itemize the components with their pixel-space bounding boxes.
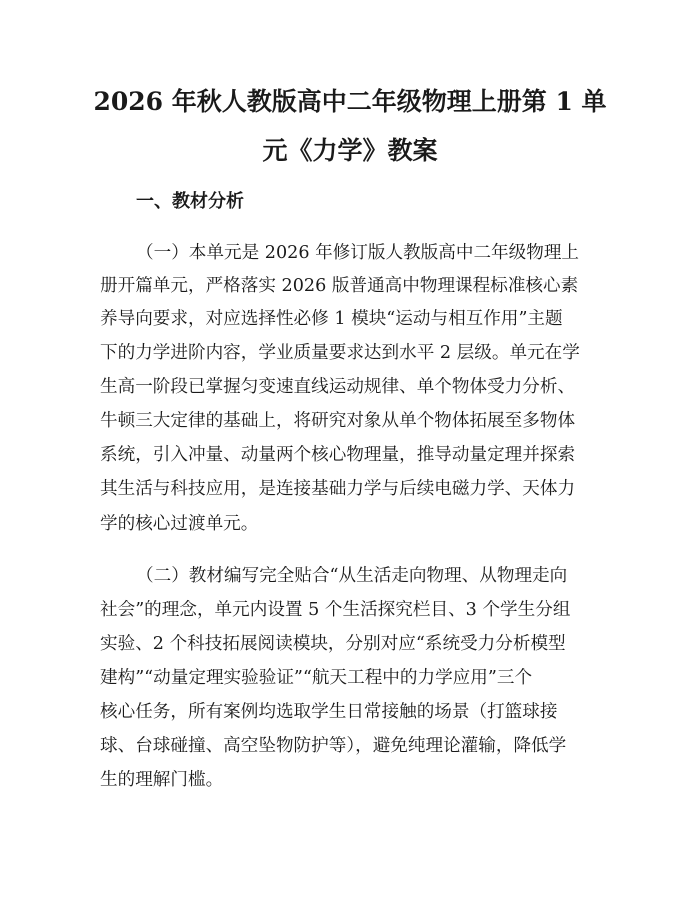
document-title-line-2: 元《力学》教案	[262, 136, 438, 165]
paragraph-line: 系统，引入冲量、动量两个核心物理量，推导动量定理并探索	[100, 445, 576, 465]
paragraph-line: 生高一阶段已掌握匀变速直线运动规律、单个物体受力分析、	[100, 377, 576, 397]
paragraph-line: 球、台球碰撞、高空坠物防护等），避免纯理论灌输，降低学	[100, 736, 567, 756]
paragraph-line: 实验、2 个科技拓展阅读模块，分别对应“系统受力分析模型	[100, 634, 566, 654]
paragraph-line: 社会”的理念，单元内设置 5 个生活探究栏目、3 个学生分组	[100, 600, 571, 620]
document-title-line-1: 2026 年秋人教版高中二年级物理上册第 1 单	[93, 87, 607, 116]
paragraph-line: 下的力学进阶内容，学业质量要求达到水平 2 层级。单元在学	[100, 343, 580, 363]
paragraph-line: 养导向要求，对应选择性必修 1 模块“运动与相互作用”主题	[100, 309, 563, 329]
paragraph-line: （二）教材编写完全贴合“从生活走向物理、从物理走向	[136, 566, 568, 586]
paragraph-line: 其生活与科技应用，是连接基础力学与后续电磁力学、天体力	[100, 479, 576, 499]
paragraph-line: 册开篇单元，严格落实 2026 版普通高中物理课程标准核心素	[100, 276, 579, 296]
paragraph-line: 牛顿三大定律的基础上，将研究对象从单个物体拓展至多物体	[100, 411, 576, 431]
paragraph-line: 核心任务，所有案例均选取学生日常接触的场景（打篮球接	[100, 702, 558, 722]
paragraph-line: 学的核心过渡单元。	[100, 514, 259, 534]
paragraph-line: 生的理解门槛。	[100, 770, 224, 790]
paragraph-line: （一）本单元是 2026 年修订版人教版高中二年级物理上	[136, 243, 580, 263]
paragraph-line: 建构”“动量定理实验验证”“航天工程中的力学应用”三个	[100, 668, 533, 688]
section-heading: 一、教材分析	[136, 191, 244, 212]
